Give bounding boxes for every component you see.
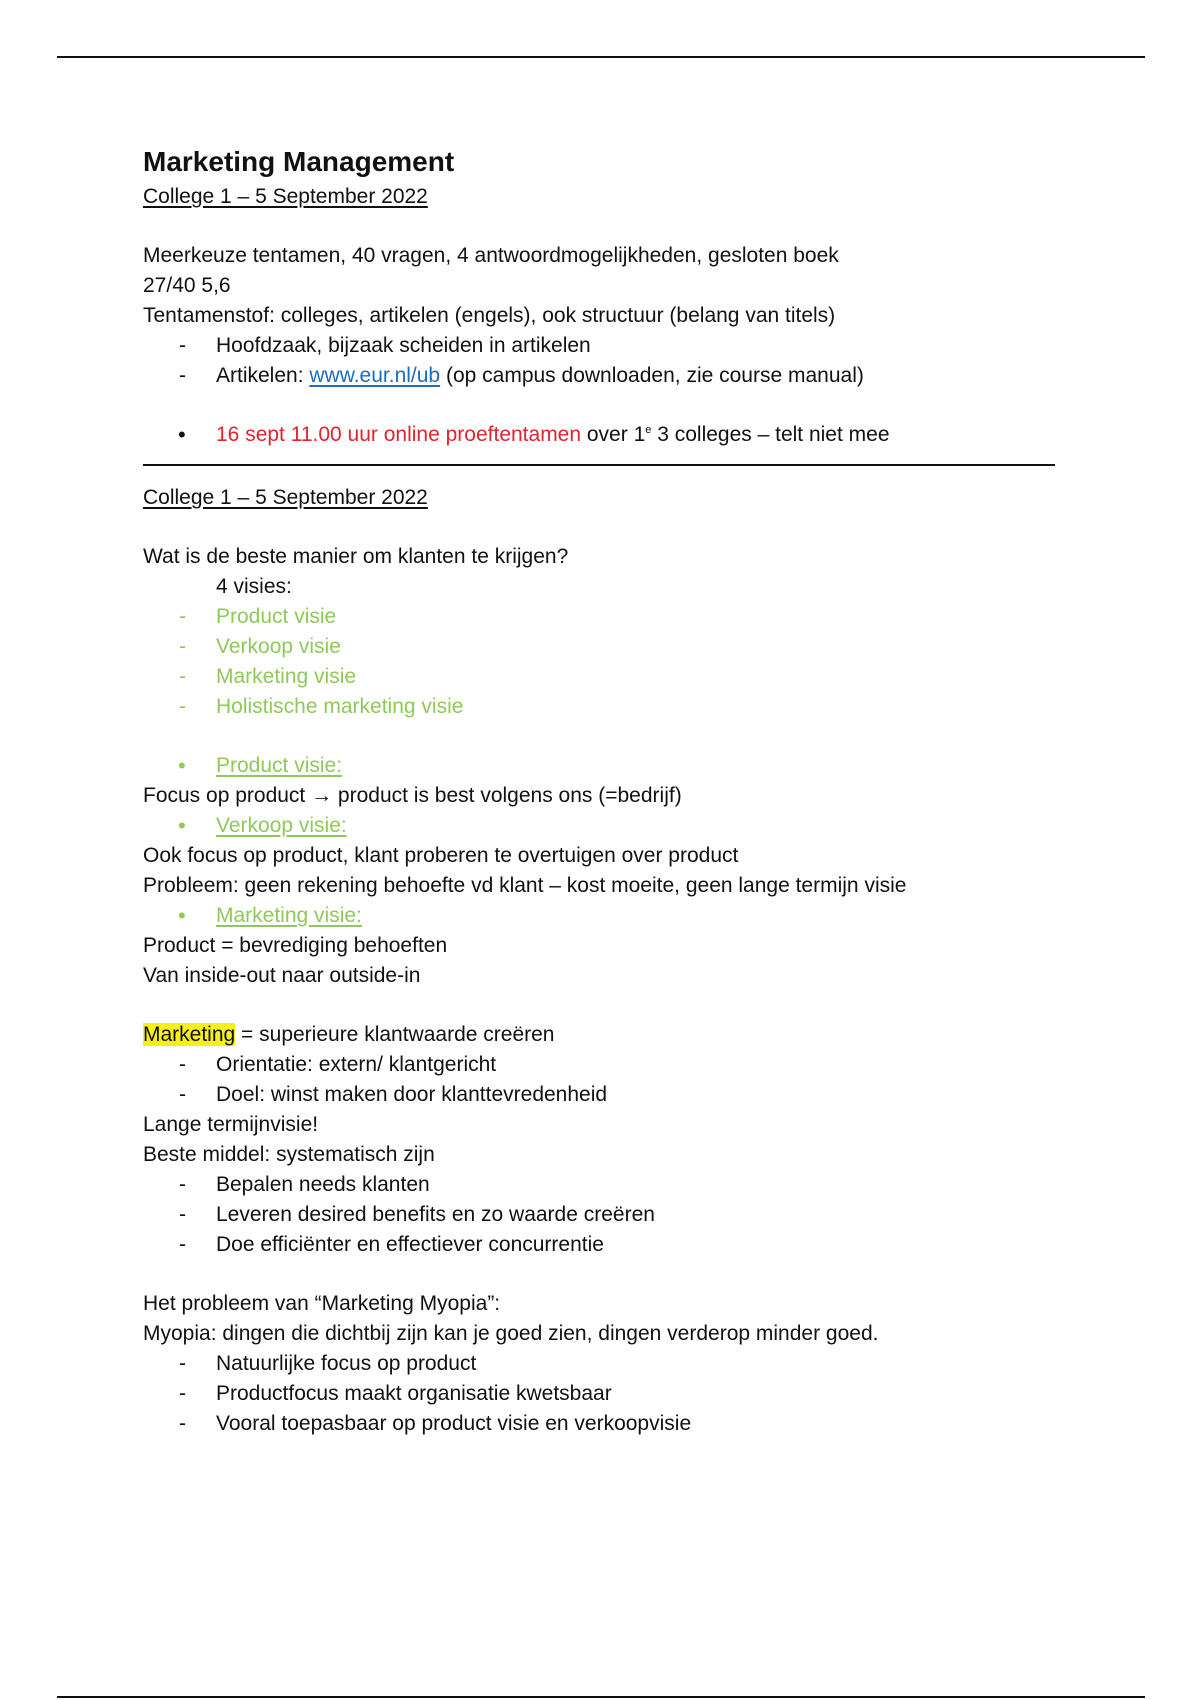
bullet-marker: • (178, 753, 186, 778)
dash-marker: - (179, 1203, 186, 1226)
list-item: - Marketing visie (143, 662, 1103, 692)
dash-marker: - (179, 1053, 186, 1076)
product-visie-text: Focus op product → product is best volgens ons (=bedrijf) (143, 784, 682, 807)
question-line: Wat is de beste manier om klanten te krijgen? (143, 545, 569, 568)
list-item: - Product visie (143, 602, 1103, 632)
dash-marker: - (179, 665, 186, 688)
list-item (143, 901, 1103, 931)
list-item (143, 751, 1103, 781)
dash-marker: - (179, 635, 186, 658)
marketing-visie-text: Van inside-out naar outside-in (143, 964, 421, 987)
list-item: - Doel: winst maken door klanttevredenheid (143, 1080, 1103, 1110)
bullet-marker: • (178, 813, 186, 838)
dash-marker: - (179, 1083, 186, 1106)
myopia-definition: Myopia: dingen die dichtbij zijn kan je goed zien, dingen verderop minder goed. (143, 1322, 879, 1345)
document-title: Marketing Management (143, 146, 455, 177)
list-item: - Verkoop visie (143, 632, 1103, 662)
list-item: - Hoofdzaak, bijzaak scheiden in artikelen (143, 331, 1103, 361)
list-item: • 16 sept 11.00 uur online proeftentamen over 1e 3 colleges – telt niet mee (143, 420, 1103, 450)
list-item: - Artikelen: www.eur.nl/ub (op campus downloaden, zie course manual) (143, 361, 1103, 391)
dash-marker: - (179, 605, 186, 628)
intro-line-3: Tentamenstof: colleges, artikelen (engels), ook structuur (belang van titels) (143, 304, 836, 327)
intro-line-1: Meerkeuze tentamen, 40 vragen, 4 antwoordmogelijkheden, gesloten boek (143, 244, 839, 267)
product-visie-heading: Product visie: (216, 754, 343, 777)
dash-marker: - (179, 1173, 186, 1196)
intro-line-2: 27/40 5,6 (143, 274, 231, 297)
list-item: - Natuurlijke focus op product (143, 1349, 1103, 1379)
bullet-marker: • (178, 903, 186, 928)
list-item: - Leveren desired benefits en zo waarde creëren (143, 1200, 1103, 1230)
college-subtitle: College 1 – 5 September 2022 (143, 486, 428, 509)
college-subtitle: College 1 – 5 September 2022 (143, 185, 428, 208)
lange-termijn-line: Lange termijnvisie! (143, 1113, 319, 1136)
list-item: - Bepalen needs klanten (143, 1170, 1103, 1200)
list-item (143, 811, 1103, 841)
eur-library-link[interactable]: www.eur.nl/ub (309, 364, 441, 387)
dash-marker: - (179, 1382, 186, 1405)
marketing-definition: Marketing = superieure klantwaarde creëren (143, 1023, 555, 1046)
dash-marker: - (179, 1352, 186, 1375)
verkoop-visie-text: Ook focus op product, klant proberen te overtuigen over product (143, 844, 739, 867)
dash-marker: - (179, 364, 186, 387)
highlighted-term: Marketing (143, 1023, 236, 1046)
verkoop-visie-problem: Probleem: geen rekening behoefte vd klant – kost moeite, geen lange termijn visie (143, 874, 907, 897)
section-divider (143, 464, 1055, 466)
list-item: - Doe efficiënter en effectiever concurrentie (143, 1230, 1103, 1260)
dash-marker: - (179, 695, 186, 718)
dash-marker: - (179, 1412, 186, 1435)
myopia-heading: Het probleem van “Marketing Myopia”: (143, 1292, 501, 1315)
page-top-rule (57, 56, 1145, 58)
beste-middel-line: Beste middel: systematisch zijn (143, 1143, 435, 1166)
list-item: - Holistische marketing visie (143, 692, 1103, 722)
marketing-visie-heading: Marketing visie: (216, 904, 362, 927)
bullet-marker: • (178, 422, 186, 447)
document-body (143, 142, 1103, 1439)
visies-label: 4 visies: (216, 575, 292, 598)
verkoop-visie-heading: Verkoop visie: (216, 814, 347, 837)
list-item: - Productfocus maakt organisatie kwetsbaar (143, 1379, 1103, 1409)
list-item: - Orientatie: extern/ klantgericht (143, 1050, 1103, 1080)
list-item: - Vooral toepasbaar op product visie en verkoopvisie (143, 1409, 1103, 1439)
dash-marker: - (179, 334, 186, 357)
arrow-right-icon: → (311, 784, 333, 807)
marketing-visie-text: Product = bevrediging behoeften (143, 934, 448, 957)
dash-marker: - (179, 1233, 186, 1256)
exam-date-note: 16 sept 11.00 uur online proeftentamen (216, 423, 582, 446)
page-bottom-rule (57, 1696, 1145, 1698)
